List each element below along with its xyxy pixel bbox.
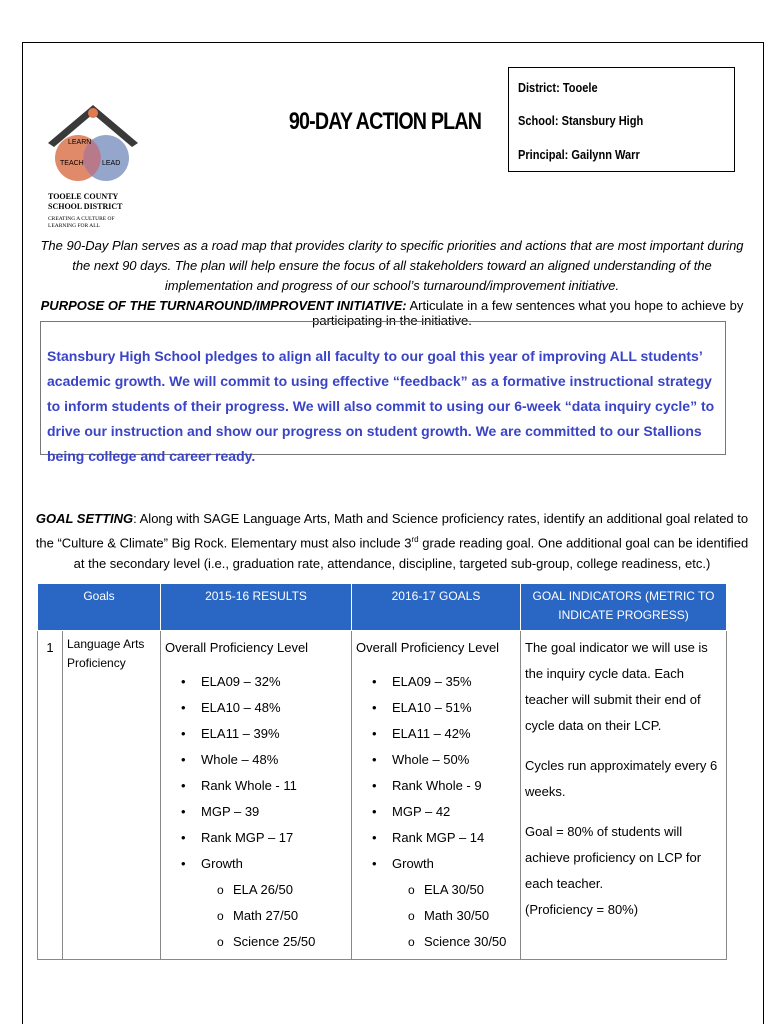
list-item: • Rank Whole - 9: [372, 773, 516, 799]
school-field: School: Stansbury High: [518, 113, 644, 128]
list-item: o Science 25/50: [217, 929, 347, 955]
district-field: District: Tooele: [518, 80, 598, 95]
indicator-text-4: (Proficiency = 80%): [525, 902, 639, 917]
list-item: o Math 30/50: [408, 903, 516, 929]
list-item: • Growth: [372, 851, 516, 877]
list-item: • ELA11 – 42%: [372, 721, 516, 747]
results-list: [165, 669, 347, 877]
logo-name-line2: SCHOOL DISTRICT: [48, 202, 123, 211]
logo-tagline-line2: LEARNING FOR ALL: [48, 223, 100, 229]
goals-table: [37, 583, 727, 960]
header-indicators: GOAL INDICATORS (METRIC TO INDICATE PROGRESS): [521, 584, 727, 631]
purpose-text: Articulate in a few sentences what you hope to achieve by participating in the initiative.: [312, 298, 744, 328]
results-cell: [161, 631, 352, 960]
page-title: 90-DAY ACTION PLAN: [288, 108, 482, 135]
list-item: • Rank MGP – 17: [181, 825, 347, 851]
table-header-row: [38, 584, 727, 631]
goal-setting-sup: rd: [411, 535, 419, 544]
list-item: • MGP – 42: [372, 799, 516, 825]
table-row: [38, 631, 727, 960]
indicator-text-1: The goal indicator we will use is the inquiry cycle data. Each teacher will submit their end of cycle data on their LCP.: [525, 640, 708, 733]
purpose-label: PURPOSE OF THE TURNAROUND/IMPROVENT INITIATIVE:: [40, 298, 407, 313]
list-item: • MGP – 39: [181, 799, 347, 825]
list-item: • Whole – 50%: [372, 747, 516, 773]
school-info-box: [508, 67, 735, 172]
row-number: 1: [38, 631, 63, 960]
header-results: 2015-16 RESULTS: [161, 584, 352, 631]
list-item: o Math 27/50: [217, 903, 347, 929]
list-item: o ELA 26/50: [217, 877, 347, 903]
logo-learn: LEARN: [68, 139, 92, 146]
indicator-text-3: Goal = 80% of students will achieve proficiency on LCP for each teacher.: [525, 824, 702, 891]
indicator-cell: [521, 631, 727, 960]
purpose-statement-box: Stansbury High School pledges to align all faculty to our goal this year of improving ALL students’ academic growth. We will commit to using effective “feedback” as a formative instructional strategy to inform students of their progress. We will also commit to using our 6-week “data inquiry cycle” to drive our instruction and show our progress on student growth. We are committed to our Stallions being college and career ready.: [40, 321, 726, 455]
principal-field: Principal: Gailynn Warr: [518, 147, 640, 162]
list-item: • ELA09 – 32%: [181, 669, 347, 695]
goals-list: [356, 669, 516, 877]
indicator-text-2: Cycles run approximately every 6 weeks.: [525, 758, 718, 799]
list-item: • Rank MGP – 14: [372, 825, 516, 851]
list-item: • ELA10 – 51%: [372, 695, 516, 721]
list-item: • ELA09 – 35%: [372, 669, 516, 695]
goal-name: Language Arts Proficiency: [63, 631, 161, 960]
list-item: o ELA 30/50: [408, 877, 516, 903]
goal-setting-text-1: : Along with SAGE Language Arts, Math and Science proficiency rates, identify an additional goal related to the “Culture & Climate” Big Rock. Elementary must also include 3: [35, 511, 749, 551]
goals-cell: [352, 631, 521, 960]
list-item: • Whole – 48%: [181, 747, 347, 773]
list-item: • Growth: [181, 851, 347, 877]
goals-title: Overall Proficiency Level: [356, 640, 500, 655]
goals-growth-list: [356, 877, 516, 955]
list-item: • ELA10 – 48%: [181, 695, 347, 721]
logo-tagline-line1: CREATING A CULTURE OF: [48, 216, 115, 222]
logo-teach: TEACH: [60, 160, 84, 167]
list-item: • Rank Whole - 11: [181, 773, 347, 799]
logo-lead: LEAD: [102, 160, 121, 167]
header-goals-2016: 2016-17 GOALS: [352, 584, 521, 631]
header-goals: Goals: [38, 584, 161, 631]
intro-paragraph: The 90-Day Plan serves as a road map that provides clarity to specific priorities and actions that are most important during the next 90 days. The plan will help ensure the focus of all stakeholders toward an aligned understanding of the implementation and progress of our school’s turnaround/improvement initiative.: [40, 238, 744, 293]
results-growth-list: [165, 877, 347, 955]
results-title: Overall Proficiency Level: [165, 640, 309, 655]
logo-name-line1: TOOELE COUNTY: [48, 192, 119, 201]
goal-setting-label: GOAL SETTING: [35, 511, 134, 526]
goal-setting-text-2: grade reading goal. One additional goal can be identified at the secondary level (i.e., graduation rate, attendance, discipline, targeted sub-group, college readiness, etc.): [73, 535, 749, 572]
list-item: o Science 30/50: [408, 929, 516, 955]
list-item: • ELA11 – 39%: [181, 721, 347, 747]
goal-setting-paragraph: [32, 508, 752, 574]
